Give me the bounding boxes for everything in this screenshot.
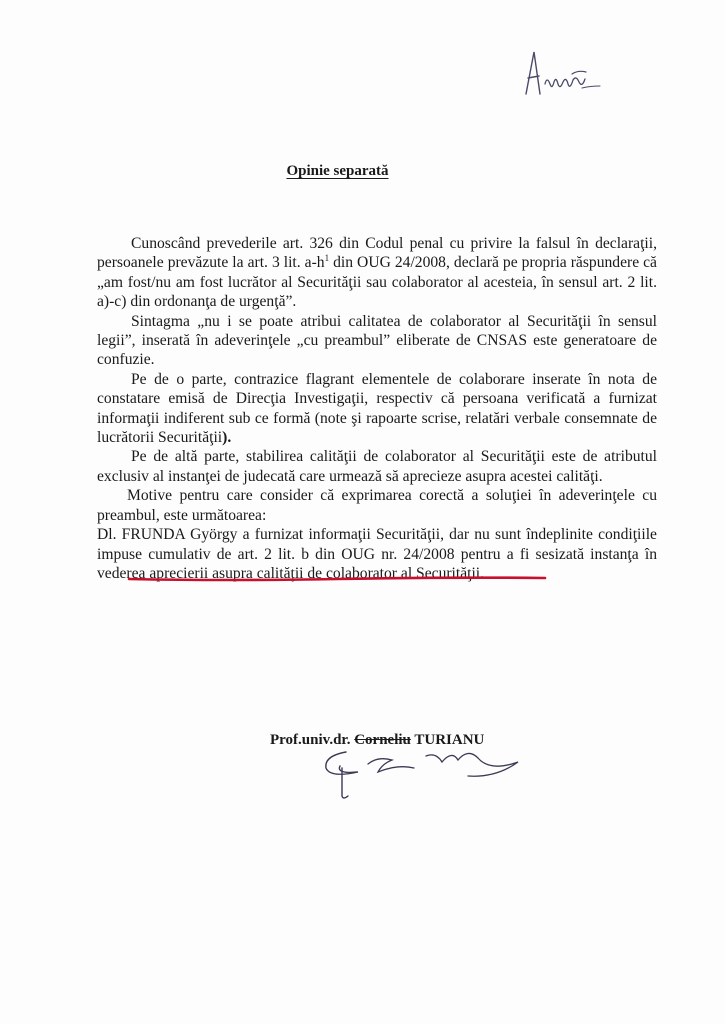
paragraph-6-part-b: dar nu sunt îndeplinite condiţiile impuse cumulativ de art. 2 lit. b din OUG nr. 24/2008 pentru a fi sesizată instanţa în vederea aprecierii asupra calităţii de colaborator al Securităţii. [97, 526, 657, 582]
paragraph-2: Sintagma „nu i se poate atribui calitatea de colaborator al Securităţii în sensul legii”, inserată în adeverinţele „cu preambul” eliberate de CNSAS este generatoare de confuzie. [97, 312, 657, 369]
paragraph-3-part-b: ). [222, 429, 232, 447]
paragraph-1-part-a: Cunoscând prevederile art. 326 din Codul penal cu privire la falsul în declaraţii, persoanele prevăzute la art. 3 lit. a-h [97, 235, 657, 272]
signatory-surname: TURIANU [410, 732, 485, 748]
signatory-title: Prof.univ.dr. [270, 732, 355, 748]
handwritten-annex-note [512, 44, 612, 104]
red-underline-mark [127, 575, 547, 583]
paragraph-5: Motive pentru care consider că exprimarea corectă a soluţiei în adeverinţele cu preambul, este următoarea: [97, 487, 657, 524]
signatory-struck-name: Corneliu [354, 732, 411, 748]
document-body [97, 234, 657, 583]
paragraph-1-superscript: 1 [324, 253, 330, 264]
highlighted-statement: Dl. FRUNDA György a furnizat informaţii Securităţii, [97, 526, 444, 544]
paragraph-3-part-a: Pe de o parte, contrazice flagrant elementele de colaborare inserate în nota de constatare emisă de Direcţia Investigaţii, respectiv că persoana verificată a furnizat informaţii indiferent sub ce formă (note şi rapoarte scrise, relatări verbale consemnate de lucrătorii Securităţii [97, 370, 657, 447]
paragraph-1-part-b: din OUG 24/2008, declară pe propria răspundere că „am fost/nu am fost lucrător al Securităţii sau colaborator al acesteia, în sensul art. 2 lit. a)-c) din ordonanţa de urgenţă”. [97, 254, 657, 311]
paragraph-4: Pe de altă parte, stabilirea calităţii de colaborator al Securităţii este de atributul exclusiv al instanţei de judecată care urmează să aprecieze asupra acestei calităţi. [97, 448, 657, 485]
paragraph-3 [97, 370, 657, 448]
handwritten-signature [318, 742, 528, 802]
document-title: Opinie separată [286, 163, 389, 179]
paragraph-1 [97, 234, 657, 312]
